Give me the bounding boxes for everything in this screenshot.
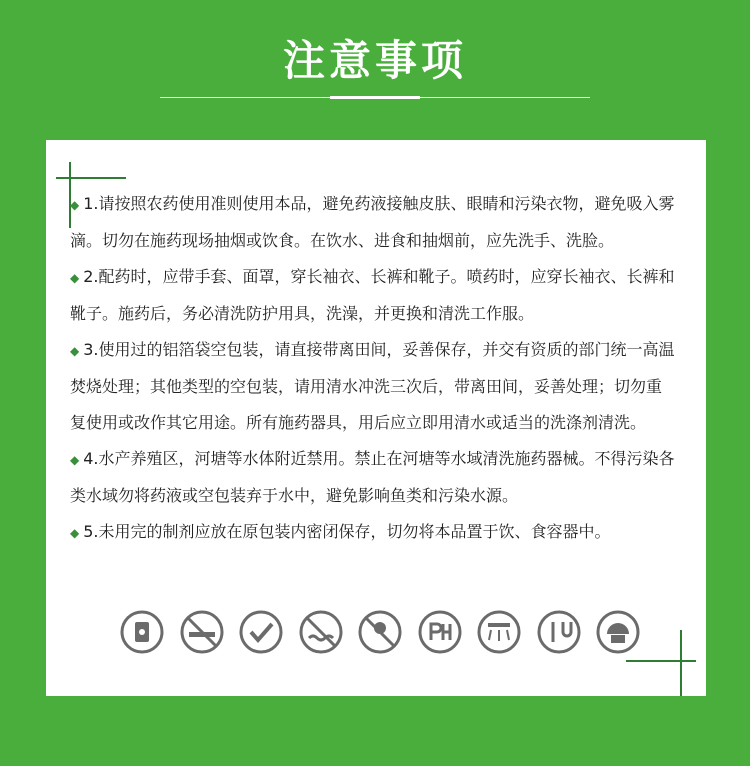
diamond-bullet-icon: ◆ bbox=[70, 453, 80, 467]
corner-mark-bottom-right-h bbox=[626, 660, 696, 662]
note-item bbox=[70, 259, 676, 332]
no-water-pollution-icon bbox=[299, 610, 343, 654]
note-text: 1.请按照农药使用准则使用本品，避免药液接触皮肤、眼睛和污染衣物，避免吸入雾滴。切勿在施药现场抽烟或饮食。在饮水、进食和抽烟前，应先洗手、洗脸。 bbox=[70, 194, 675, 250]
note-item bbox=[70, 186, 676, 259]
no-eating-icon bbox=[358, 610, 402, 654]
note-text: 4.水产养殖区，河塘等水体附近禁用。禁止在河塘等水域清洗施药器械。不得污染各类水域勿将药液或空包装弃于水中，避免影响鱼类和污染水源。 bbox=[70, 449, 675, 505]
diamond-bullet-icon: ◆ bbox=[70, 526, 80, 540]
diamond-bullet-icon: ◆ bbox=[70, 198, 80, 212]
no-food-icon bbox=[537, 610, 581, 654]
title-divider-accent bbox=[330, 96, 420, 99]
page-title: 注意事项 bbox=[282, 36, 467, 85]
spray-icon bbox=[477, 610, 521, 654]
note-text: 3.使用过的铝箔袋空包装，请直接带离田间，妥善保存，并交有资质的部门统一高温焚烧处理；其他类型的空包装，请用清水冲洗三次后，带离田间，妥善处理；切勿重复使用或改作其它用途。所有施药器具，用后应立即用清水或适当的洗涤剂清洗。 bbox=[70, 340, 675, 432]
diamond-bullet-icon: ◆ bbox=[70, 344, 80, 358]
note-item bbox=[70, 514, 676, 551]
no-smoking-icon bbox=[180, 610, 224, 654]
note-text: 2.配药时，应带手套、面罩，穿长袖衣、长裤和靴子。喷药时，应穿长袖衣、长裤和靴子。施药后，务必清洗防护用具，洗澡，并更换和清洗工作服。 bbox=[70, 267, 675, 323]
note-item bbox=[70, 332, 676, 441]
note-text: 5.未用完的制剂应放在原包装内密闭保存，切勿将本品置于饮、食容器中。 bbox=[83, 522, 611, 541]
toxic-bottle-icon bbox=[120, 610, 164, 654]
safety-icons-row bbox=[120, 610, 640, 660]
checkmark-icon bbox=[239, 610, 283, 654]
note-item bbox=[70, 441, 676, 514]
diamond-bullet-icon: ◆ bbox=[70, 271, 80, 285]
notes-list bbox=[70, 186, 676, 551]
corner-mark-top-left-h bbox=[56, 177, 126, 179]
ph-icon bbox=[418, 610, 462, 654]
protective-helmet-icon bbox=[596, 610, 640, 654]
corner-mark-bottom-right-v bbox=[680, 630, 682, 696]
